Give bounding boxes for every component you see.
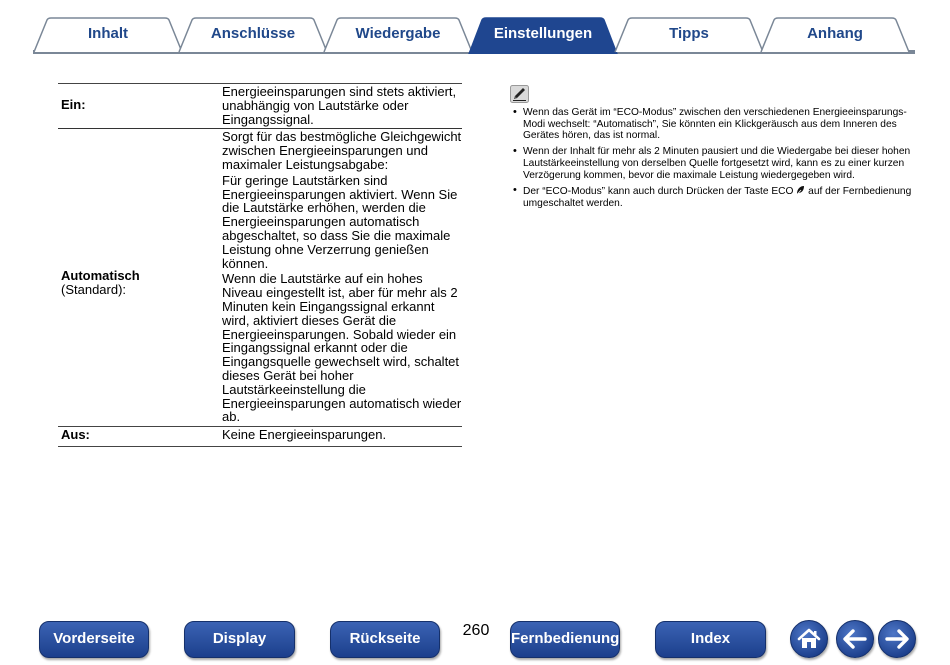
row-label: Ein: (61, 97, 86, 112)
vorderseite-button[interactable]: Vorderseite (39, 621, 149, 658)
tab-wiedergabe[interactable] (323, 17, 473, 52)
tab-label: Wiedergabe (355, 25, 441, 42)
tab-anschluesse[interactable] (178, 17, 328, 52)
back-arrow-icon[interactable] (836, 620, 874, 658)
fernbedienung-button[interactable]: Fernbedienung (510, 621, 620, 658)
tab-inhalt[interactable] (33, 17, 183, 52)
note-item: • Wenn das Gerät im “ECO-Modus” zwischen den verschiedenen Energieeinsparungs-Modi wechselt: “Automatisch”, Sie könnten ein Klickgeräusch aus dem Inneren des Gerätes hören, das ist normal. (512, 107, 912, 142)
row-description: Sorgt für das bestmögliche Gleichgewicht zwischen Energieeinsparungen und maximaler Leistungsabgabe: Für geringe Lautstärken sind Energieeinsparungen aktiviert. Wenn Sie die Lautstärke erhöhen, werden die Energieeinsparungen automatisch abgeschaltet, so dass Sie die maximale Leistung ohne Verzerrung genießen können. Wenn die Lautstärke auf ein hohes Niveau eingestellt ist, aber für mehr als 2 Minuten kein Eingangssignal erkannt wird, aktiviert dieses Gerät die Energieeinsparungen. Sobald wieder ein Eingangssignal erkannt oder die Eingangsquelle gewechselt wird, schaltet dieses Gerät bei hoher Lautstärkeeinstellung die Energieeinsparungen automatisch wieder ab. (222, 129, 462, 425)
eco-leaf-icon (796, 185, 805, 195)
index-button[interactable]: Index (655, 621, 766, 658)
tab-label: Inhalt (88, 25, 128, 42)
home-icon[interactable] (790, 620, 828, 658)
table-bottom-rule (58, 446, 462, 447)
table-row-aus (58, 426, 462, 444)
display-button[interactable]: Display (184, 621, 295, 658)
tab-label: Anschlüsse (210, 25, 296, 42)
tab-tipps[interactable] (614, 17, 764, 52)
note-item: • Der “ECO-Modus” kann auch durch Drücken der Taste ECO auf der Fernbedienung umgeschaltet werden. (512, 185, 912, 209)
page-number: 260 (462, 622, 490, 639)
tab-einstellungen[interactable] (468, 17, 618, 52)
row-description: Energieeinsparungen sind stets aktiviert, unabhängig von Lautstärke oder Eingangssignal. (222, 84, 457, 127)
pencil-note-icon (510, 85, 529, 103)
table-row-automatisch (58, 128, 462, 426)
tab-label: Tipps (669, 25, 709, 42)
rueckseite-button[interactable]: Rückseite (330, 621, 440, 658)
row-description: Keine Energieeinsparungen. (222, 427, 387, 443)
notes-list (512, 107, 912, 214)
note-item: • Wenn der Inhalt für mehr als 2 Minuten pausiert und die Wiedergabe bei dieser hohen Lautstärkeeinstellung von derselben Quelle fortgesetzt wird, kann es zu einer kurzen Verzögerung kommen, bevor die maximale Leistung wiedergegeben wird. (512, 146, 912, 181)
tab-label: Einstellungen (493, 25, 593, 42)
eco-mode-table (58, 83, 462, 447)
forward-arrow-icon[interactable] (878, 620, 916, 658)
tab-label: Anhang (807, 25, 863, 42)
row-label: Automatisch (Standard): (61, 268, 140, 298)
row-label: Aus: (61, 427, 90, 443)
table-row-ein (58, 83, 462, 128)
tab-anhang[interactable] (760, 17, 910, 52)
